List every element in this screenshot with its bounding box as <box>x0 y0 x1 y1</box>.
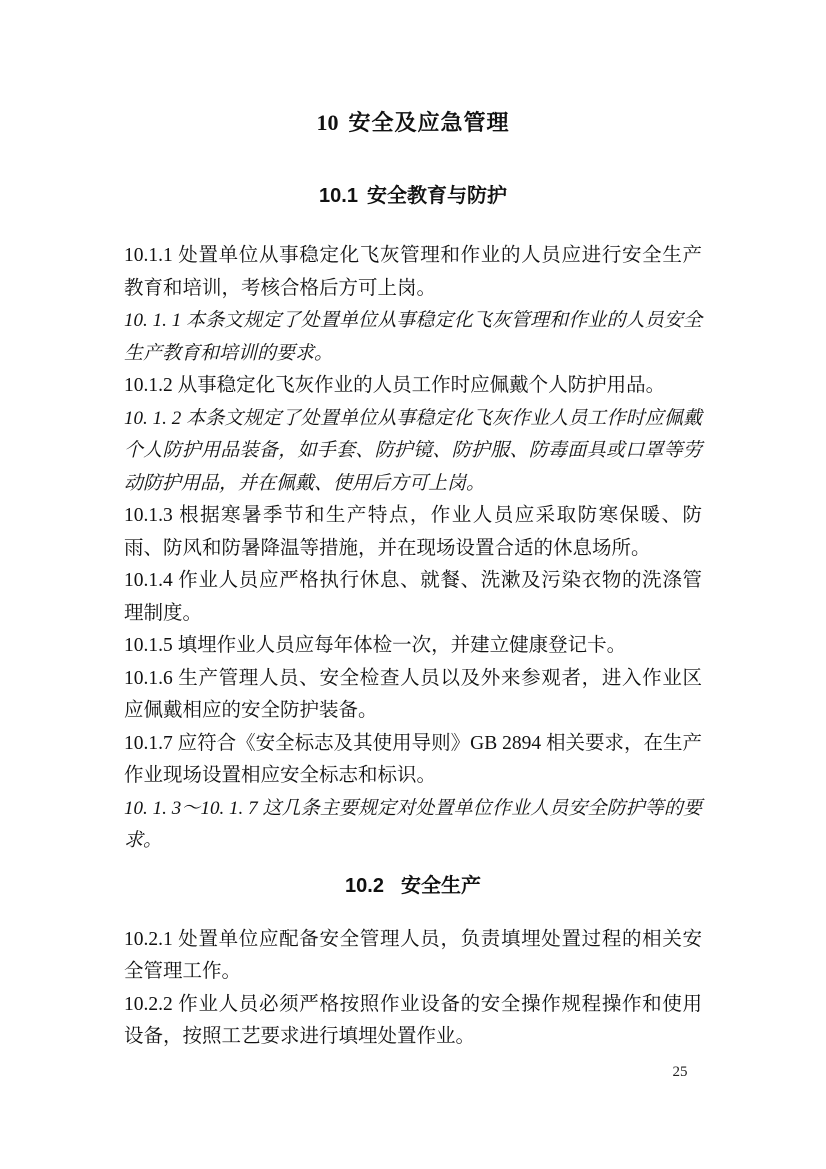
clause-paragraph: 10.2.1 处置单位应配备安全管理人员，负责填埋处置过程的相关安全管理工作。 <box>124 928 702 982</box>
page-content <box>124 0 702 1054</box>
chapter-title-text: 安全及应急管理 <box>348 110 510 135</box>
section-heading-10-1 <box>124 182 702 210</box>
clause-paragraph: 10.1.7 应符合《安全标志及其使用导则》GB 2894 相关要求，在生产作业现场设置相应安全标志和标识。 <box>124 732 702 786</box>
page-number: 25 <box>672 1064 688 1080</box>
section-heading-10-2 <box>124 872 702 900</box>
section-body-10-2 <box>124 924 702 1054</box>
chapter-title <box>124 0 702 138</box>
clause-paragraph: 10.1.1 处置单位从事稳定化飞灰管理和作业的人员应进行安全生产教育和培训，考核合格后方可上岗。 <box>124 245 702 299</box>
commentary-paragraph: 10. 1. 3～10. 1. 7 这几条主要规定对处置单位作业人员安全防护等的要求。 <box>124 797 702 851</box>
clause-paragraph: 10.1.5 填埋作业人员应每年体检一次，并建立健康登记卡。 <box>124 635 627 656</box>
clause-paragraph: 10.1.6 生产管理人员、安全检查人员以及外来参观者，进入作业区应佩戴相应的安全防护装备。 <box>124 667 702 721</box>
section-title-10-2: 安全生产 <box>400 874 481 897</box>
commentary-paragraph: 10. 1. 2 本条文规定了处置单位从事稳定化飞灰作业人员工作时应佩戴个人防护用品装备，如手套、防护镜、防护服、防毒面具或口罩等劳动防护用品，并在佩戴、使用后方可上岗。 <box>124 407 702 494</box>
clause-paragraph: 10.1.4 作业人员应严格执行休息、就餐、洗漱及污染衣物的洗涤管理制度。 <box>124 570 702 624</box>
chapter-number: 10 <box>316 110 339 135</box>
clause-paragraph: 10.1.3 根据寒暑季节和生产特点，作业人员应采取防寒保暖、防雨、防风和防暑降温等措施，并在现场设置合适的休息场所。 <box>124 505 702 559</box>
section-number-10-1: 10.1 <box>319 185 358 207</box>
clause-paragraph: 10.2.2 作业人员必须严格按照作业设备的安全操作规程操作和使用设备，按照工艺要求进行填埋处置作业。 <box>124 993 702 1047</box>
commentary-paragraph: 10. 1. 1 本条文规定了处置单位从事稳定化飞灰管理和作业的人员安全生产教育和培训的要求。 <box>124 310 702 364</box>
clause-paragraph: 10.1.2 从事稳定化飞灰作业的人员工作时应佩戴个人防护用品。 <box>124 375 666 396</box>
section-title-10-1: 安全教育与防护 <box>366 185 507 207</box>
section-number-10-2: 10.2 <box>345 874 384 897</box>
section-body-10-1 <box>124 240 702 858</box>
